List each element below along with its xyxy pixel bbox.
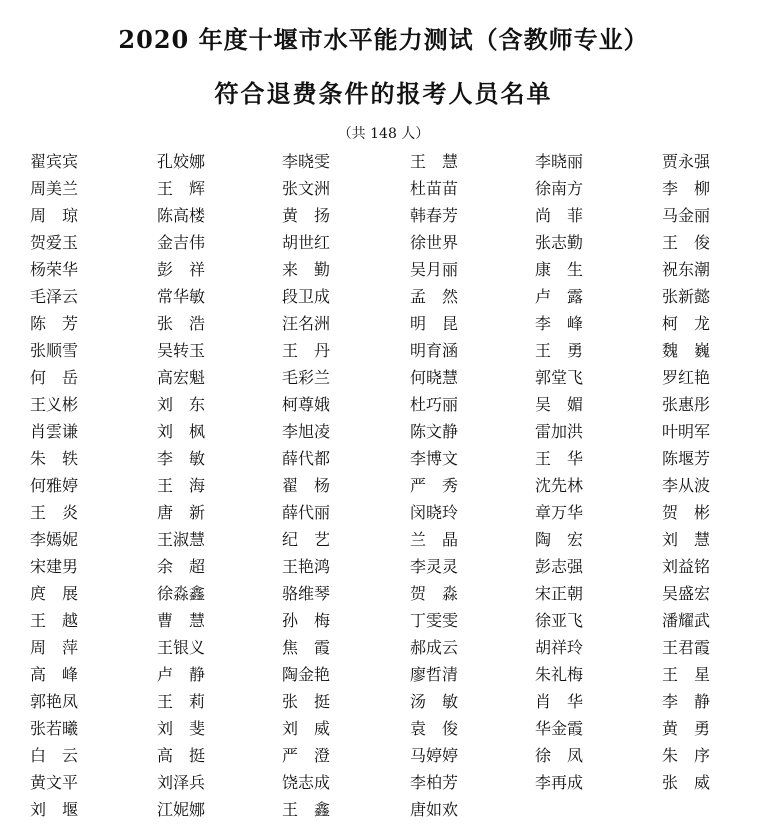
name-entry: 段卫成 <box>282 287 331 306</box>
name-entry: 毛泽云 <box>30 287 79 306</box>
name-entry: 徐亚飞 <box>535 611 584 630</box>
name-entry: 马婷婷 <box>410 746 459 765</box>
name-list-grid <box>20 148 760 823</box>
name-entry: 张 挺 <box>282 692 331 711</box>
name-entry: 何晓慧 <box>410 368 459 387</box>
name-row <box>20 553 760 580</box>
name-entry: 徐淼鑫 <box>157 584 206 603</box>
name-entry: 王艳鸿 <box>282 557 331 576</box>
name-entry: 王 炎 <box>30 503 79 522</box>
name-entry: 张文洲 <box>282 179 331 198</box>
name-entry: 郝成云 <box>410 638 459 657</box>
name-entry: 何 岳 <box>30 368 79 387</box>
name-entry: 高 挺 <box>157 746 206 765</box>
name-entry: 贾永强 <box>662 152 711 171</box>
name-entry: 卢 静 <box>157 665 206 684</box>
name-entry: 刘 东 <box>157 395 206 414</box>
name-entry: 王 华 <box>535 449 584 468</box>
name-entry: 刘 慧 <box>662 530 711 549</box>
name-entry: 贺 淼 <box>410 584 459 603</box>
name-entry: 严 澄 <box>282 746 331 765</box>
name-entry: 肖雲谦 <box>30 422 79 441</box>
name-entry: 陈 芳 <box>30 314 79 333</box>
name-row <box>20 715 760 742</box>
name-entry: 李 柳 <box>662 179 711 198</box>
name-entry: 宋正朝 <box>535 584 584 603</box>
name-entry: 康 生 <box>535 260 584 279</box>
name-entry: 白 云 <box>30 746 79 765</box>
name-entry: 陶 宏 <box>535 530 584 549</box>
name-entry: 陶金艳 <box>282 665 331 684</box>
name-entry: 曹 慧 <box>157 611 206 630</box>
name-entry: 李 静 <box>662 692 711 711</box>
name-entry: 李晓丽 <box>535 152 584 171</box>
name-entry: 毛彩兰 <box>282 368 331 387</box>
name-row <box>20 148 760 175</box>
name-entry: 叶明军 <box>662 422 711 441</box>
name-entry: 吴 媚 <box>535 395 584 414</box>
name-entry: 贺爱玉 <box>30 233 79 252</box>
name-row <box>20 445 760 472</box>
name-entry: 朱 序 <box>662 746 711 765</box>
name-entry: 李博文 <box>410 449 459 468</box>
name-row <box>20 607 760 634</box>
name-entry: 徐南方 <box>535 179 584 198</box>
name-entry: 王 辉 <box>157 179 206 198</box>
name-entry: 纪 艺 <box>282 530 331 549</box>
name-entry: 马金丽 <box>662 206 711 225</box>
name-entry: 王 星 <box>662 665 711 684</box>
name-entry: 刘 斐 <box>157 719 206 738</box>
name-entry: 王义彬 <box>30 395 79 414</box>
name-entry: 黄 扬 <box>282 206 331 225</box>
name-entry: 章万华 <box>535 503 584 522</box>
name-row <box>20 229 760 256</box>
name-row <box>20 499 760 526</box>
name-entry: 王君霞 <box>662 638 711 657</box>
name-entry: 常华敏 <box>157 287 206 306</box>
name-entry: 袁 俊 <box>410 719 459 738</box>
name-row <box>20 256 760 283</box>
name-entry: 贺 彬 <box>662 503 711 522</box>
name-row <box>20 364 760 391</box>
name-entry: 李从波 <box>662 476 711 495</box>
name-entry: 王 鑫 <box>282 800 331 819</box>
name-entry: 胡世红 <box>282 233 331 252</box>
name-entry: 何雅婷 <box>30 476 79 495</box>
name-row <box>20 202 760 229</box>
name-row <box>20 418 760 445</box>
name-entry: 江妮娜 <box>157 800 206 819</box>
name-entry: 张 威 <box>662 773 711 792</box>
name-entry: 潘耀武 <box>662 611 711 630</box>
name-entry: 王 慧 <box>410 152 459 171</box>
name-entry: 金吉伟 <box>157 233 206 252</box>
name-entry: 王银义 <box>157 638 206 657</box>
name-entry: 祝东潮 <box>662 260 711 279</box>
name-entry: 周 琼 <box>30 206 79 225</box>
name-entry: 薛代都 <box>282 449 331 468</box>
name-entry: 王 丹 <box>282 341 331 360</box>
name-entry: 来 勤 <box>282 260 331 279</box>
name-entry: 雷加洪 <box>535 422 584 441</box>
name-entry: 吴盛宏 <box>662 584 711 603</box>
name-entry: 吴转玉 <box>157 341 206 360</box>
name-entry: 宋建男 <box>30 557 79 576</box>
name-row <box>20 283 760 310</box>
name-entry: 柯 龙 <box>662 314 711 333</box>
name-entry: 罗红艳 <box>662 368 711 387</box>
name-entry: 汪名洲 <box>282 314 331 333</box>
name-entry: 沈先林 <box>535 476 584 495</box>
name-entry: 卢 露 <box>535 287 584 306</box>
name-entry: 朱礼梅 <box>535 665 584 684</box>
name-row <box>20 310 760 337</box>
name-entry: 李 敏 <box>157 449 206 468</box>
name-entry: 严 秀 <box>410 476 459 495</box>
name-entry: 高宏魁 <box>157 368 206 387</box>
name-entry: 李旭凌 <box>282 422 331 441</box>
name-entry: 徐 凤 <box>535 746 584 765</box>
name-entry: 明育涵 <box>410 341 459 360</box>
name-entry: 张 浩 <box>157 314 206 333</box>
name-entry: 薛代丽 <box>282 503 331 522</box>
name-entry: 唐 新 <box>157 503 206 522</box>
name-entry: 孔姣娜 <box>157 152 206 171</box>
name-row <box>20 472 760 499</box>
name-entry: 杜苗苗 <box>410 179 459 198</box>
name-row <box>20 175 760 202</box>
name-entry: 魏 巍 <box>662 341 711 360</box>
name-entry: 廖哲清 <box>410 665 459 684</box>
name-entry: 韩春芳 <box>410 206 459 225</box>
name-entry: 尚 菲 <box>535 206 584 225</box>
name-entry: 余 超 <box>157 557 206 576</box>
name-entry: 陈文静 <box>410 422 459 441</box>
name-entry: 刘 威 <box>282 719 331 738</box>
name-entry: 郭堂飞 <box>535 368 584 387</box>
name-entry: 肖 华 <box>535 692 584 711</box>
name-entry: 闵晓玲 <box>410 503 459 522</box>
name-entry: 陈高楼 <box>157 206 206 225</box>
name-row <box>20 661 760 688</box>
name-entry: 明 昆 <box>410 314 459 333</box>
name-entry: 朱 轶 <box>30 449 79 468</box>
name-entry: 唐如欢 <box>410 800 459 819</box>
name-entry: 张志勤 <box>535 233 584 252</box>
name-entry: 王 勇 <box>535 341 584 360</box>
name-entry: 饶志成 <box>282 773 331 792</box>
total-count-note: （共 148 人） <box>337 126 430 142</box>
name-entry: 周 萍 <box>30 638 79 657</box>
name-entry: 高 峰 <box>30 665 79 684</box>
name-entry: 杨荣华 <box>30 260 79 279</box>
name-entry: 王淑慧 <box>157 530 206 549</box>
name-entry: 李再成 <box>535 773 584 792</box>
name-entry: 郭艳凤 <box>30 692 79 711</box>
name-entry: 黄 勇 <box>662 719 711 738</box>
name-entry: 孟 然 <box>410 287 459 306</box>
name-entry: 王 莉 <box>157 692 206 711</box>
name-entry: 汤 敏 <box>410 692 459 711</box>
name-entry: 李晓雯 <box>282 152 331 171</box>
name-entry: 彭志强 <box>535 557 584 576</box>
name-entry: 李灵灵 <box>410 557 459 576</box>
name-entry: 庹 展 <box>30 584 79 603</box>
name-row <box>20 526 760 553</box>
name-entry: 王 海 <box>157 476 206 495</box>
name-row <box>20 796 760 823</box>
name-entry: 王 俊 <box>662 233 711 252</box>
name-entry: 骆维琴 <box>282 584 331 603</box>
name-entry: 李嫣妮 <box>30 530 79 549</box>
name-entry: 刘 枫 <box>157 422 206 441</box>
name-row <box>20 688 760 715</box>
name-entry: 吴月丽 <box>410 260 459 279</box>
name-entry: 张若曦 <box>30 719 79 738</box>
name-entry: 张顺雪 <box>30 341 79 360</box>
name-entry: 刘泽兵 <box>157 773 206 792</box>
name-entry: 刘益铭 <box>662 557 711 576</box>
name-entry: 胡祥玲 <box>535 638 584 657</box>
name-entry: 周美兰 <box>30 179 79 198</box>
name-row <box>20 769 760 796</box>
name-entry: 李柏芳 <box>410 773 459 792</box>
name-entry: 徐世界 <box>410 233 459 252</box>
name-entry: 张惠彤 <box>662 395 711 414</box>
document-title: 2020 年度十堰市水平能力测试（含教师专业） <box>118 25 649 54</box>
name-entry: 翟 杨 <box>282 476 331 495</box>
name-entry: 李 峰 <box>535 314 584 333</box>
name-entry: 杜巧丽 <box>410 395 459 414</box>
name-entry: 陈堰芳 <box>662 449 711 468</box>
name-entry: 王 越 <box>30 611 79 630</box>
name-row <box>20 634 760 661</box>
name-row <box>20 391 760 418</box>
name-entry: 孙 梅 <box>282 611 331 630</box>
name-entry: 丁雯雯 <box>410 611 459 630</box>
name-entry: 刘 堰 <box>30 800 79 819</box>
name-entry: 华金霞 <box>535 719 584 738</box>
name-entry: 柯尊娥 <box>282 395 331 414</box>
name-entry: 黄文平 <box>30 773 79 792</box>
name-entry: 张新懿 <box>662 287 711 306</box>
name-entry: 焦 霞 <box>282 638 331 657</box>
name-row <box>20 742 760 769</box>
name-row <box>20 580 760 607</box>
name-entry: 兰 晶 <box>410 530 459 549</box>
name-row <box>20 337 760 364</box>
document-subtitle: 符合退费条件的报考人员名单 <box>214 79 553 108</box>
name-entry: 翟宾宾 <box>30 152 79 171</box>
name-entry: 彭 祥 <box>157 260 206 279</box>
